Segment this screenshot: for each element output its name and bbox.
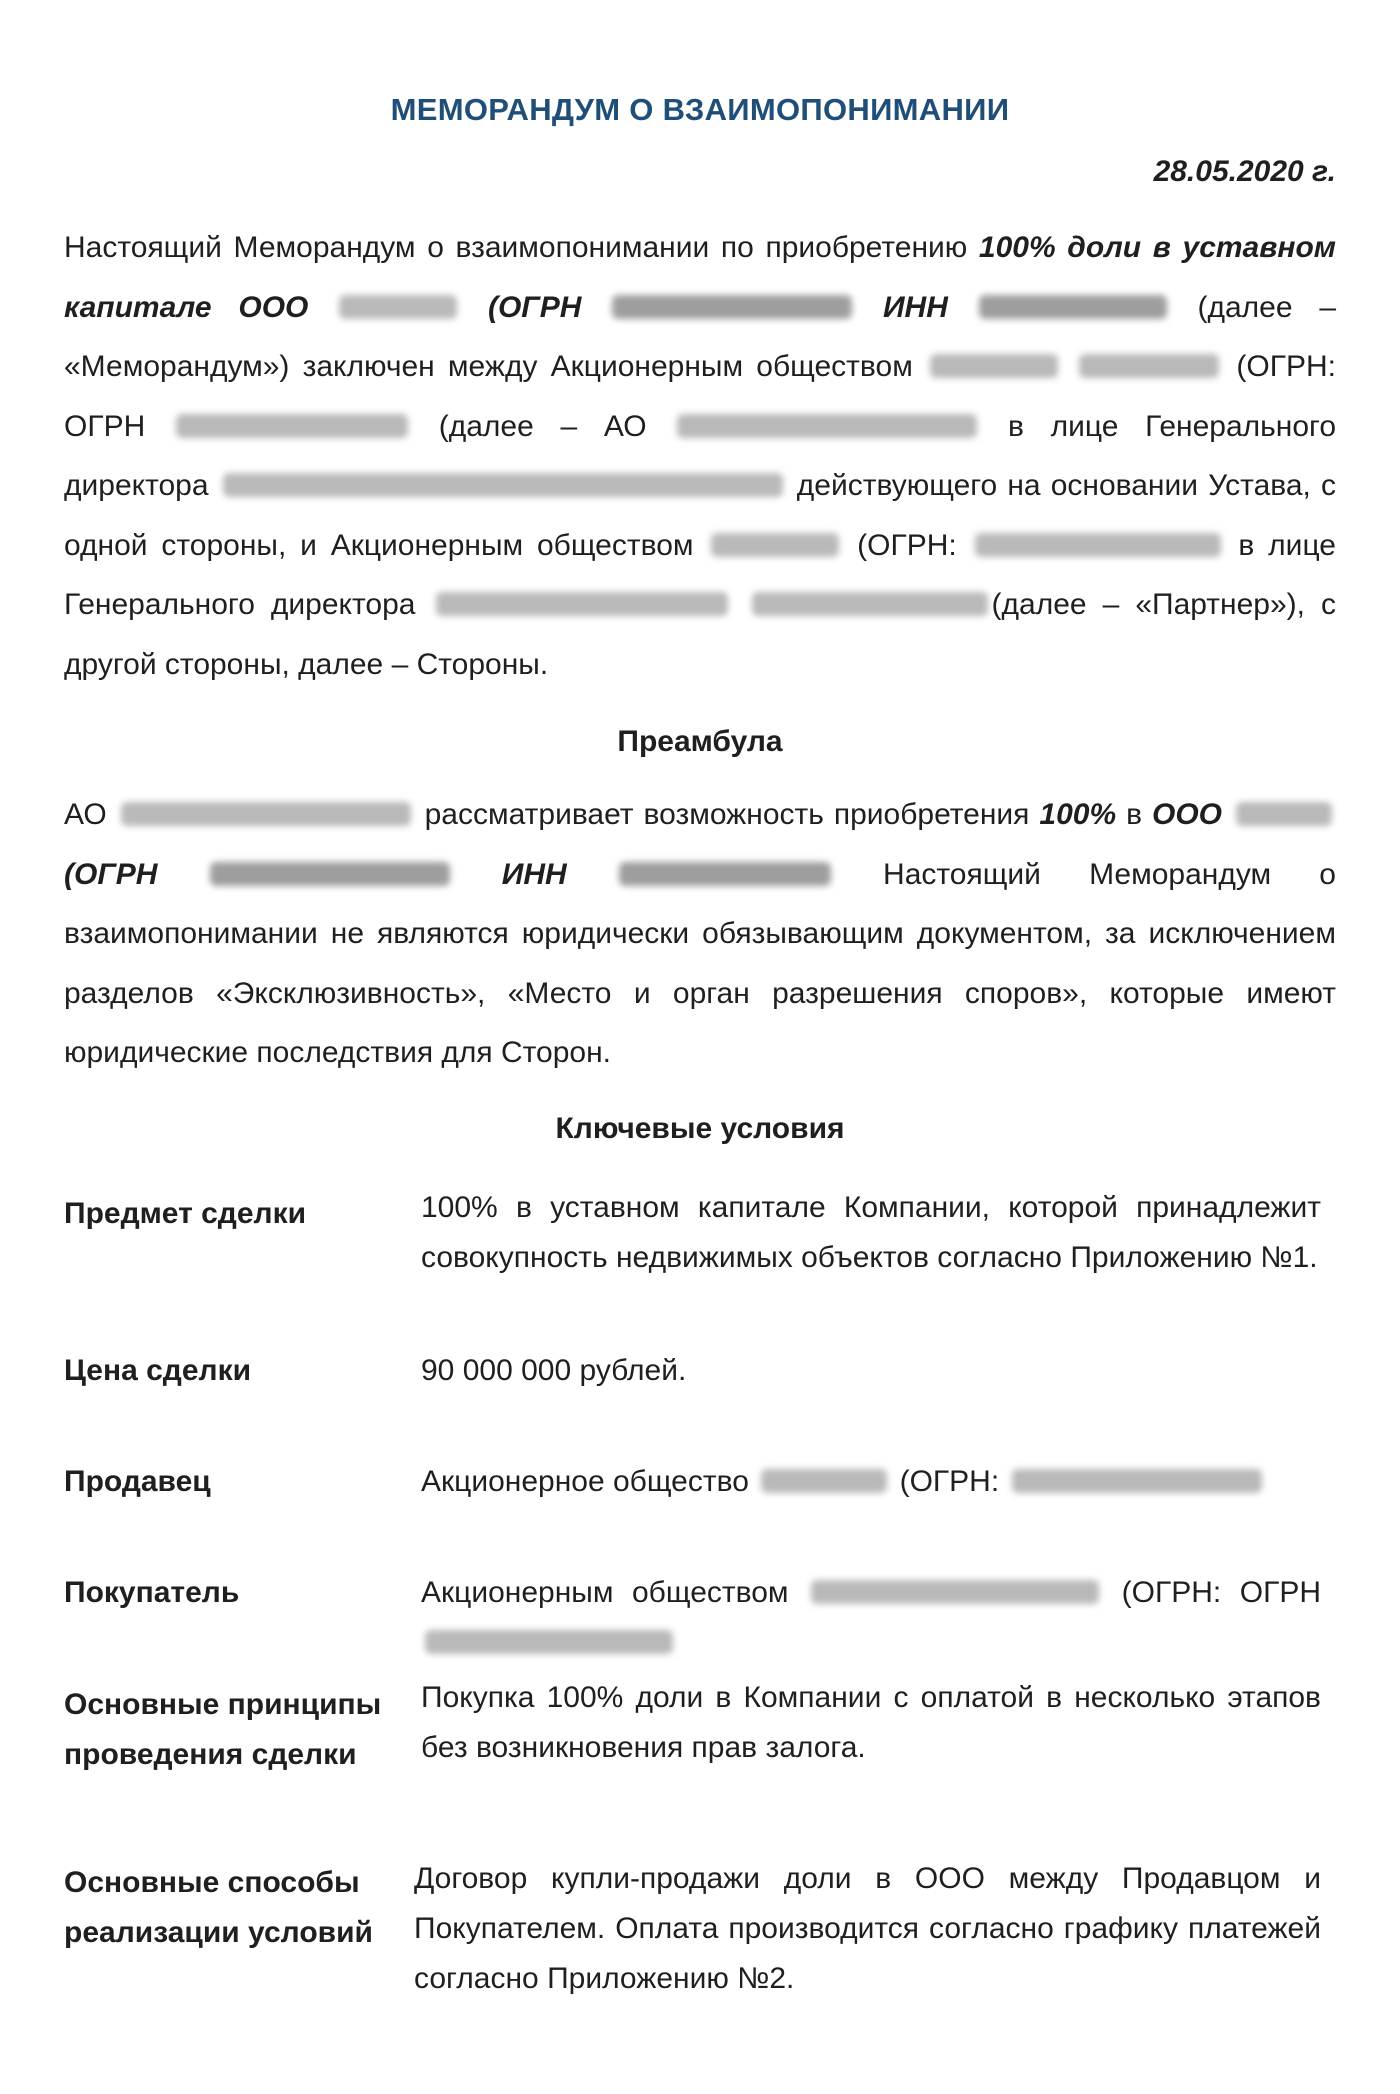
preamble-text: АО: [64, 798, 107, 831]
preamble-text: Настоящий Меморандум о взаимопонимании не являются юридически обязывающим документом, за исключением разделов «Эксклюзивность», «Место и орган разрешения споров», которые имеют юридические последствия для Сторон.: [64, 857, 1336, 1069]
preamble-bold-ogrn: (ОГРН: [64, 857, 158, 891]
key-terms-heading: Ключевые условия: [555, 1112, 845, 1145]
redacted-inn: [619, 862, 831, 886]
term-value: 90 000 000 рублей.: [421, 1354, 687, 1387]
intro-text: (ОГРН: ОГРН: [64, 350, 1336, 443]
redacted-ogrn: [210, 862, 450, 886]
redacted-company-name: [1079, 354, 1219, 378]
intro-text: (далее – «Партнер»), с другой стороны, далее – Стороны.: [64, 588, 1336, 681]
intro-bold-inn: ИНН: [882, 290, 948, 324]
preamble-paragraph: [64, 785, 1336, 1083]
term-value: [421, 1568, 1321, 1668]
term-value: [421, 1457, 1321, 1507]
redacted-person-name: [752, 592, 988, 616]
redacted-company-name: [930, 354, 1058, 378]
preamble-bold-share: 100%: [1039, 798, 1117, 831]
intro-bold-subject: 100% доли в уставном капитале ООО: [64, 231, 1336, 324]
intro-text: (ОГРН:: [857, 528, 957, 562]
term-value: Договор купли-продажи доли в ООО между Продавцом и Покупателем. Оплата производится согласно графику платежей согласно Приложению №2.: [414, 1862, 1321, 1995]
term-label: Основные способы реализации условий: [64, 1866, 373, 1949]
intro-text: Настоящий Меморандум о взаимопонимании по приобретению: [64, 231, 979, 264]
redacted-inn: [979, 295, 1167, 319]
redacted-company-name: [811, 1580, 1099, 1604]
redacted-ogrn: [1012, 1469, 1262, 1493]
redacted-company-name: [121, 802, 411, 826]
redacted-ogrn: [425, 1630, 673, 1654]
preamble-text: рассматривает возможность приобретения: [424, 798, 1030, 831]
intro-paragraph: [64, 218, 1336, 694]
buyer-ogrn-text: (ОГРН: ОГРН: [1121, 1576, 1322, 1609]
intro-text: в лице Генерального директора: [64, 528, 1336, 621]
redacted-person-name: [223, 473, 783, 497]
intro-text: (далее – «Меморандум») заключен между Акционерным обществом: [64, 290, 1337, 383]
preamble-bold-ooo: ООО: [1152, 798, 1223, 831]
seller-text: Акционерное общество: [421, 1465, 749, 1498]
redacted-company-name: [761, 1469, 887, 1493]
term-label: Цена сделки: [64, 1354, 252, 1387]
term-label: Предмет сделки: [64, 1197, 307, 1230]
term-value: Покупка 100% доли в Компании с оплатой в несколько этапов без возникновения прав залога.: [421, 1681, 1321, 1764]
redacted-company-name: [677, 414, 977, 438]
redacted-ogrn: [975, 533, 1221, 557]
document-title: МЕМОРАНДУМ О ВЗАИМОПОНИМАНИИ: [390, 92, 1010, 127]
redacted-company-name: [1236, 802, 1332, 826]
preamble-heading: Преамбула: [617, 725, 783, 758]
document-date: 28.05.2020 г.: [1153, 155, 1336, 188]
preamble-text: в: [1126, 798, 1143, 831]
redacted-company-name: [339, 295, 457, 319]
preamble-bold-inn: ИНН: [501, 857, 567, 891]
intro-text: действующего на основании Устава, с одной стороны, и Акционерным обществом: [64, 469, 1336, 562]
redacted-ogrn: [176, 414, 408, 438]
term-label: Покупатель: [64, 1576, 240, 1609]
term-value: 100% в уставном капитале Компании, которой принадлежит совокупность недвижимых объектов согласно Приложению №1.: [421, 1191, 1321, 1274]
redacted-ogrn: [612, 295, 852, 319]
redacted-person-name: [436, 592, 728, 616]
seller-ogrn-text: (ОГРН:: [899, 1465, 1000, 1498]
term-label: Продавец: [64, 1465, 211, 1498]
intro-bold-ogrn: (ОГРН: [487, 290, 582, 324]
term-label: Основные принципы проведения сделки: [64, 1688, 382, 1771]
buyer-text: Акционерным обществом: [421, 1576, 789, 1609]
intro-text: в лице Генерального директора: [64, 409, 1337, 502]
intro-text: (далее – АО: [438, 409, 647, 443]
redacted-company-name: [711, 533, 839, 557]
